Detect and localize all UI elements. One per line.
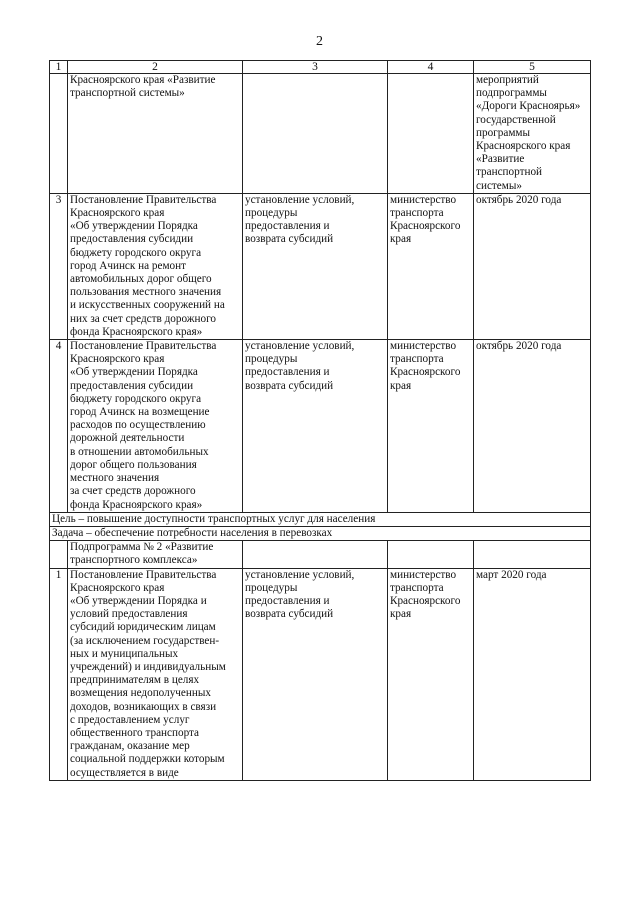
subprogram-row — [50, 541, 591, 568]
responsible-body — [388, 74, 474, 194]
column-number: 5 — [474, 61, 591, 74]
regulations-table — [49, 60, 591, 781]
regulation-content: установление условий, процедуры предоставления и возврата субсидий — [243, 193, 388, 339]
empty-cell — [50, 541, 68, 568]
table-row — [50, 193, 591, 339]
row-number: 1 — [50, 568, 68, 780]
task-row — [50, 526, 591, 540]
column-number: 4 — [388, 61, 474, 74]
row-number: 3 — [50, 193, 68, 339]
deadline: октябрь 2020 года — [474, 340, 591, 513]
deadline: октябрь 2020 года — [474, 193, 591, 339]
row-number: 4 — [50, 340, 68, 513]
empty-cell — [243, 541, 388, 568]
page-number: 2 — [316, 34, 323, 49]
regulation-content: установление условий, процедуры предоставления и возврата субсидий — [243, 340, 388, 513]
regulation-content — [243, 74, 388, 194]
goal-text: Цель – повышение доступности транспортных услуг для населения — [50, 512, 591, 526]
empty-cell — [474, 541, 591, 568]
column-number-row — [50, 61, 591, 74]
document-name: Постановление Правительства Красноярского края «Об утверждении Порядка предоставления субсидии бюджету городского округа город Ачинск на возмещение расходов по осуществлению дорожной деятельности в отношении автомобильных дорог общего пользования местного значения за счет средств дорожного фонда Красноярского края» — [68, 340, 243, 513]
row-number — [50, 74, 68, 194]
table-row — [50, 568, 591, 780]
empty-cell — [388, 541, 474, 568]
column-number: 2 — [68, 61, 243, 74]
goal-row — [50, 512, 591, 526]
document-name: Постановление Правительства Красноярского края «Об утверждении Порядка предоставления субсидии бюджету городского округа город Ачинск на ремонт автомобильных дорог общего пользования местного значения и искусственных сооружений на них за счет средств дорожного фонда Красноярского края» — [68, 193, 243, 339]
column-number: 1 — [50, 61, 68, 74]
deadline: март 2020 года — [474, 568, 591, 780]
responsible-body: министерство транспорта Красноярского края — [388, 340, 474, 513]
table-row — [50, 340, 591, 513]
deadline: мероприятий подпрограммы «Дороги Красноярья» государственной программы Красноярского края «Развитие транспортной системы» — [474, 74, 591, 194]
table-row — [50, 74, 591, 194]
document-name: Красноярского края «Развитие транспортной системы» — [68, 74, 243, 194]
responsible-body: министерство транспорта Красноярского края — [388, 568, 474, 780]
column-number: 3 — [243, 61, 388, 74]
responsible-body: министерство транспорта Красноярского края — [388, 193, 474, 339]
document-name: Постановление Правительства Красноярского края «Об утверждении Порядка и условий предоставления субсидий юридическим лицам (за исключением государствен- ных и муниципальных учреждений) и индивидуальным предпринимателям в целях возмещения недополученных доходов, возникающих в связи с предоставлением услуг общественного транспорта гражданам, оказание мер социальной поддержки которым осуществляется в виде — [68, 568, 243, 780]
subprogram-title: Подпрограмма № 2 «Развитие транспортного комплекса» — [68, 541, 243, 568]
regulation-content: установление условий, процедуры предоставления и возврата субсидий — [243, 568, 388, 780]
task-text: Задача – обеспечение потребности населения в перевозках — [50, 526, 591, 540]
